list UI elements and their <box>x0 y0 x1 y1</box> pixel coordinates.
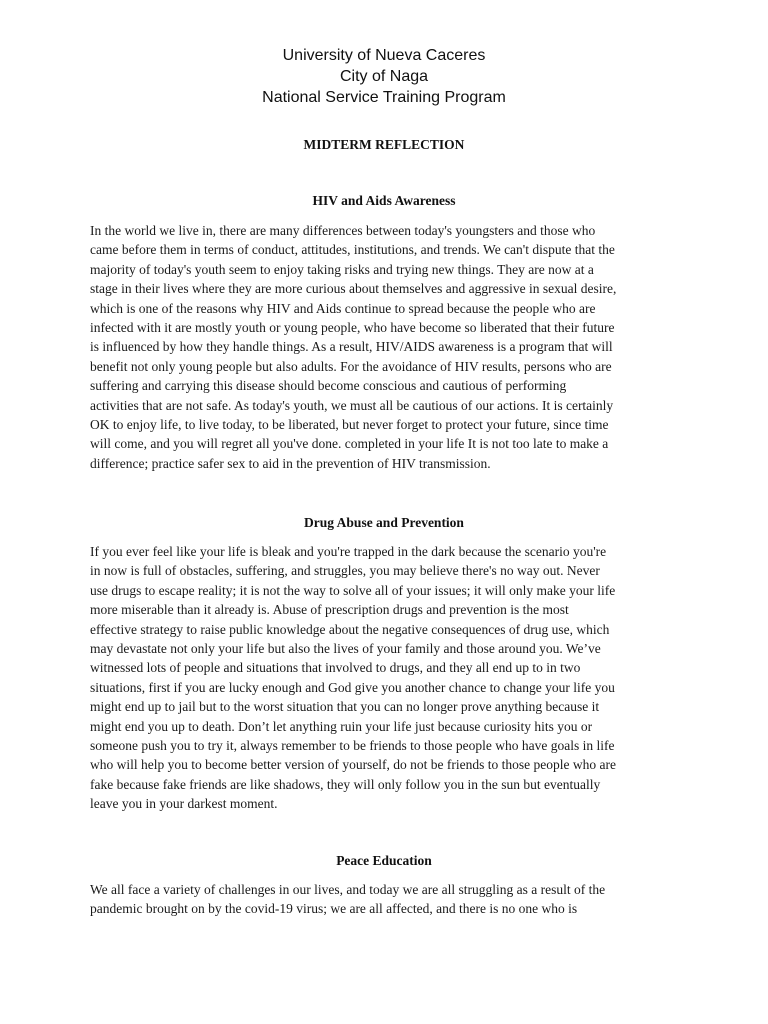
paragraph-line: might end you up to death. Don’t let anything ruin your life just because curiosity hits you or <box>90 718 593 734</box>
paragraph-line: difference; practice safer sex to aid in the prevention of HIV transmission. <box>90 455 491 471</box>
paragraph-line: We all face a variety of challenges in our lives, and today we are all struggling as a result of the <box>90 882 606 897</box>
paragraph-line: may devastate not only your life but also the lives of your family and those around you. We’ve <box>90 641 601 657</box>
document-title: MIDTERM REFLECTION <box>303 137 465 152</box>
paragraph-line: pandemic brought on by the covid-19 virus; we are all affected, and there is no one who is <box>90 901 578 917</box>
paragraph-line: is influenced by how they handle things. As a result, HIV/AIDS awareness is a program that will <box>90 339 613 355</box>
paragraph-line: infected with it are mostly youth or young people, who have become so liberated that their future <box>90 320 615 336</box>
section-heading-hiv: HIV and Aids Awareness <box>312 193 456 208</box>
paragraph-line: witnessed lots of people and situations that involved to drugs, and they all end up to in two <box>90 660 581 676</box>
paragraph-line: fake because fake friends are like shadows, they will only follow you in the sun but eventually <box>90 776 601 792</box>
paragraph-line: OK to enjoy life, to live today, to be liberated, but never forget to protect your future, since time <box>90 417 609 433</box>
program-name: National Service Training Program <box>262 89 506 106</box>
paragraph-line: If you ever feel like your life is bleak and you're trapped in the dark because the scenario you're <box>90 544 607 559</box>
paragraph-line: came before them in terms of conduct, attitudes, institutions, and trends. We can't dispute that the <box>90 242 615 258</box>
paragraph-line: stage in their lives where they are more curious about themselves and aggressive in sexual desire, <box>90 281 617 297</box>
section-heading-peace-education: Peace Education <box>336 853 432 868</box>
paragraph-line: In the world we live in, there are many differences between today's youngsters and those who <box>90 223 596 238</box>
paragraph-line: more miserable than it already is. Abuse of prescription drugs and prevention is the most <box>90 602 569 618</box>
paragraph-line: situations, first if you are lucky enough and God give you another chance to change your life you <box>90 679 615 695</box>
paragraph-line: someone push you to try it, always remember to be friends to those people who have goals in life <box>90 738 615 754</box>
paragraph-line: might end up to jail but to the worst situation that you can no longer prove anything because it <box>90 699 600 715</box>
paragraph-line: activities that are not safe. As today's youth, we must all be cautious of our actions. It is certainly <box>90 397 614 413</box>
paragraph-line: effective strategy to raise public knowledge about the negative consequences of drug use, which <box>90 621 610 637</box>
document-header <box>0 45 768 108</box>
paragraph-line: will come, and you will regret all you've done. completed in your life It is not too late to make a <box>90 436 609 452</box>
section-body-drug-abuse <box>90 542 690 814</box>
section-heading-drug-abuse: Drug Abuse and Prevention <box>304 515 464 530</box>
paragraph-line: who will help you to become better version of yourself, do not be friends to those people who are <box>90 757 616 773</box>
city-name: City of Naga <box>339 68 429 85</box>
university-name: University of Nueva Caceres <box>282 47 486 64</box>
paragraph-line: which is one of the reasons why HIV and Aids continue to spread because the people who are <box>90 300 596 316</box>
paragraph-line: leave you in your darkest moment. <box>90 796 278 812</box>
section-body-peace-education <box>90 880 690 919</box>
paragraph-line: in now is full of obstacles, suffering, and struggles, you may believe there's no way out. Never <box>90 563 600 579</box>
paragraph-line: suffering and carrying this disease should become conscious and cautious of performing <box>90 378 567 394</box>
paragraph-line: benefit not only young people but also adults. For the avoidance of HIV results, persons who are <box>90 358 612 374</box>
paragraph-line: use drugs to escape reality; it is not the way to solve all of your issues; it will only make your life <box>90 582 616 598</box>
section-body-hiv <box>90 221 690 473</box>
paragraph-line: majority of today's youth seem to enjoy taking risks and trying new things. They are now at a <box>90 261 594 277</box>
